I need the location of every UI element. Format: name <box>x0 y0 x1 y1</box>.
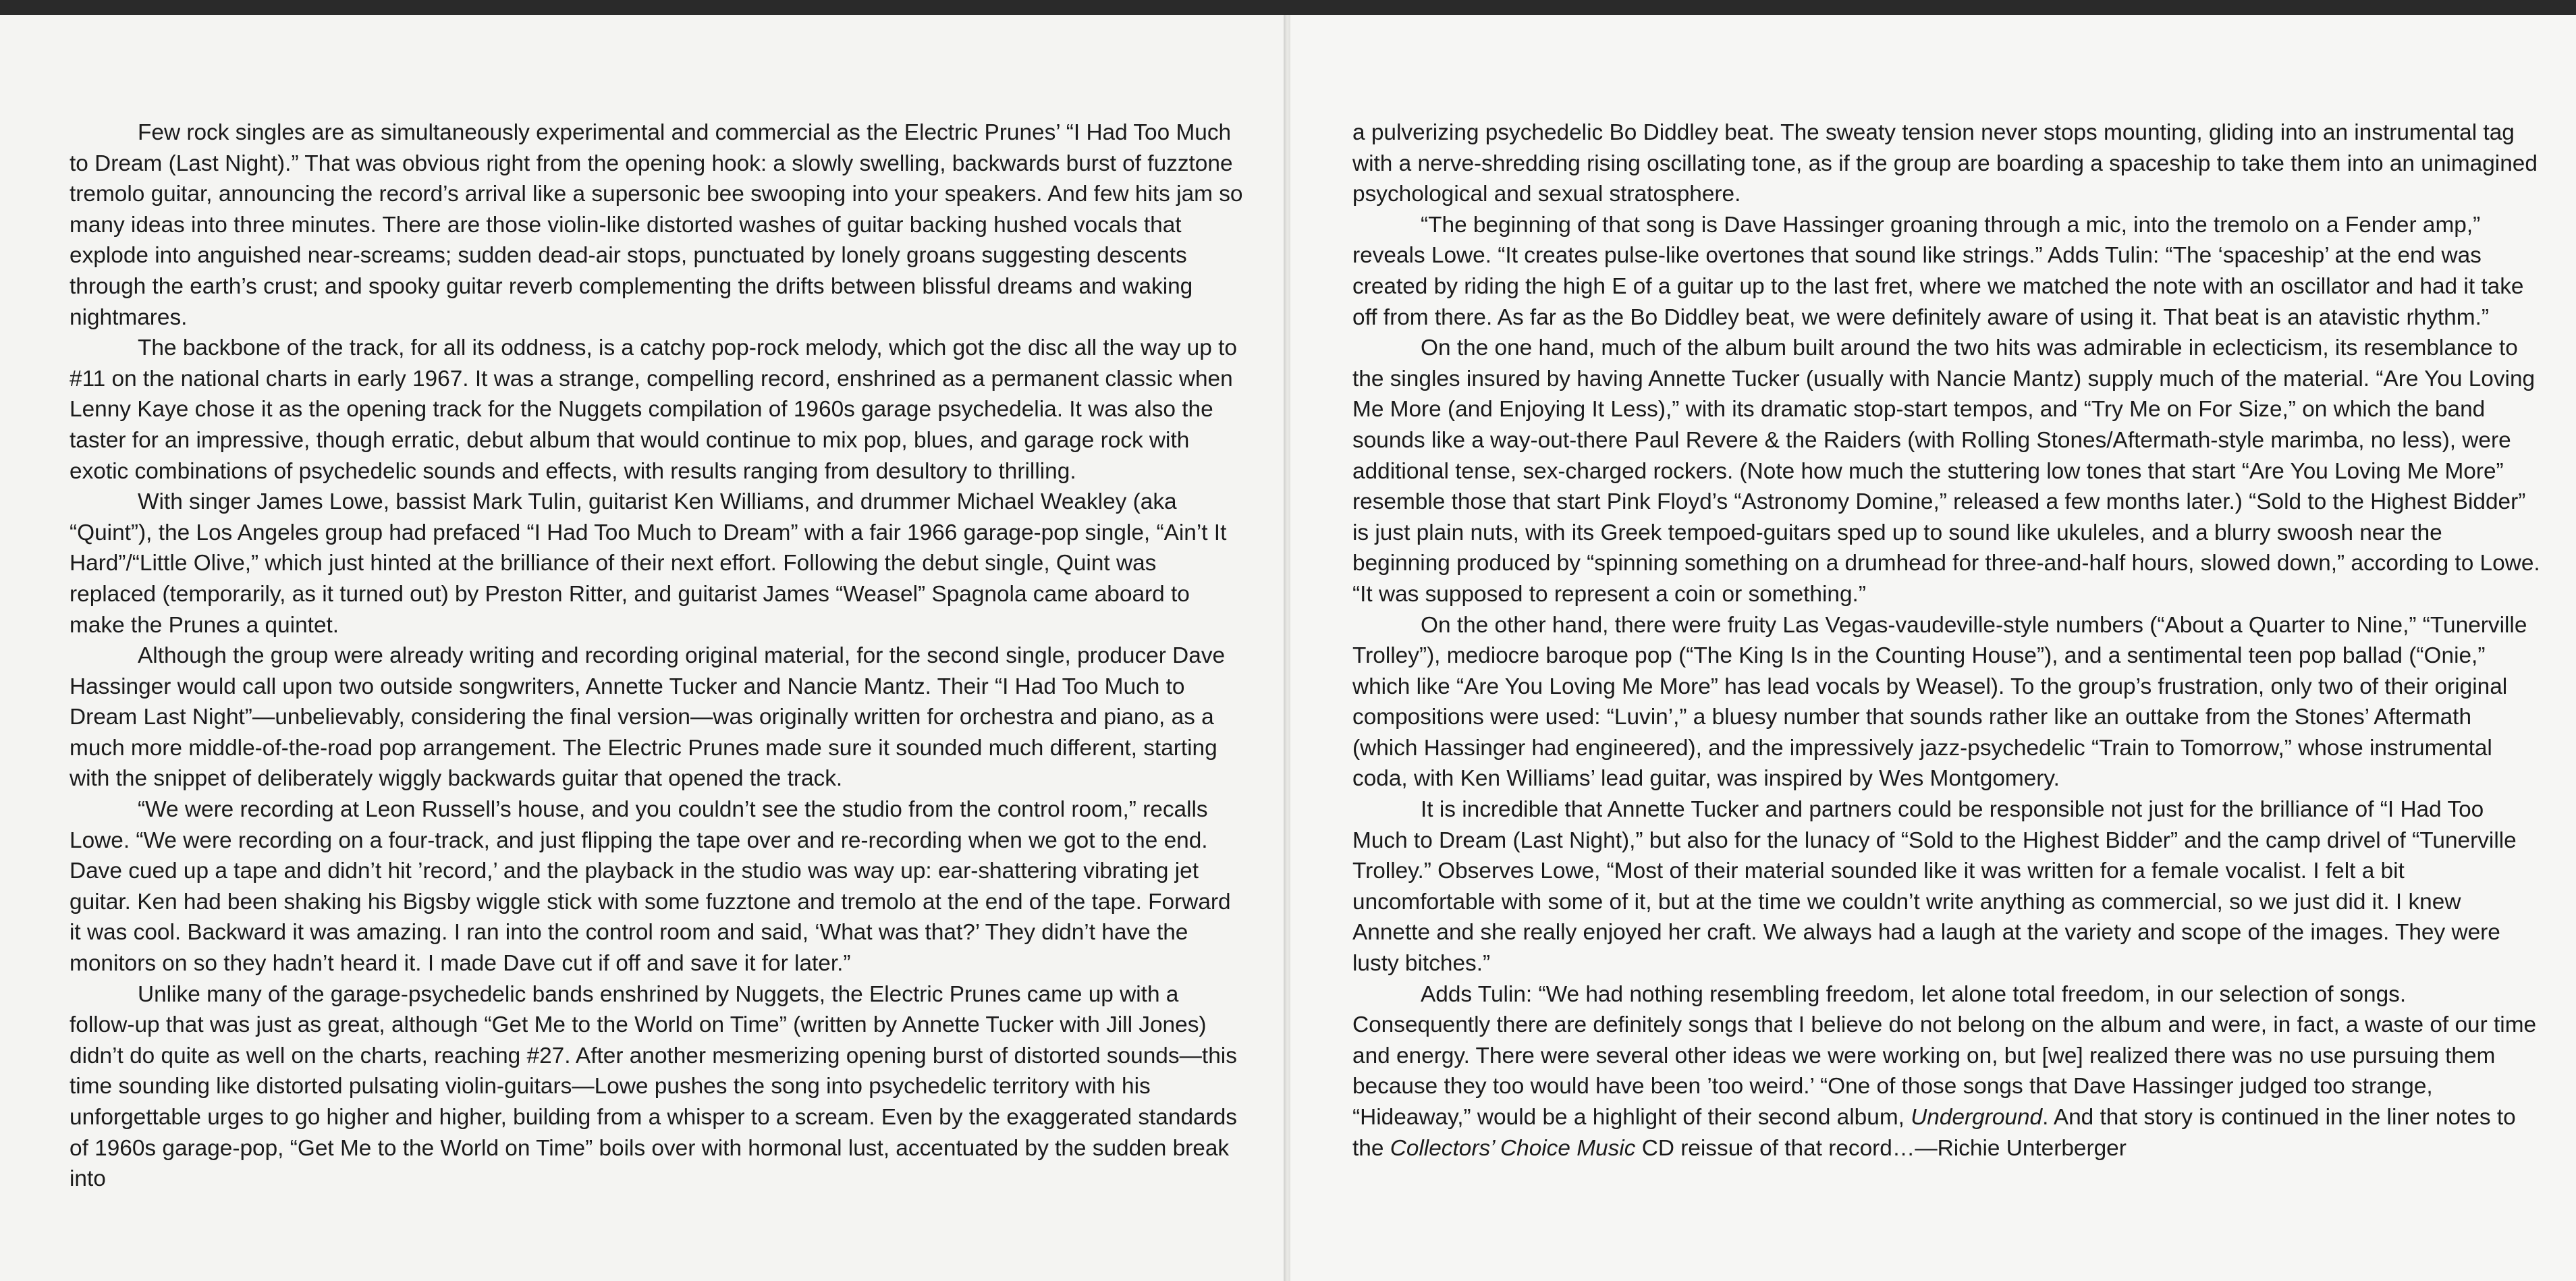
album-title-italic: Underground <box>1911 1105 2043 1130</box>
paragraph: “The beginning of that song is Dave Hassinger groaning through a mic, into the tremolo on a Fender amp,” reveals Lowe. “It creates pulse-like overtones that sound like strings.” Adds Tulin: “The ‘spaceship’ at the end was created by riding the high E of a guitar up to the last fret, where we matched the note with an oscillator and had it take off from there. As far as the Bo Diddley beat, we were definitely aware of using it. That beat is an atavistic rhythm.” <box>1352 212 2524 330</box>
continued-paragraph: a pulverizing psychedelic Bo Diddley beat. The sweaty tension never stops mounting, gliding into an instrumental tag with a nerve-shredding rising oscillating tone, as if the group are boarding a spaceship to take them into an unimagined psychological and sexual stratosphere. <box>1352 120 2538 207</box>
final-text-part: Adds Tulin: “We had nothing resembling freedom, let alone total freedom, in our selection of songs. Consequently there are definitely songs that I believe do not belong on the album and were, in fact, a waste of our time and energy. There were several other ideas we were working on, but [we] realized there was no use pursuing them because they too would have been ’too weird.’ “One of those songs that Dave Hassinger judged too strange, “Hideaway,” would be a highlight of their second album, <box>1352 981 2537 1130</box>
right-page-text <box>1352 117 2540 1164</box>
paragraph: With singer James Lowe, bassist Mark Tulin, guitarist Ken Williams, and drummer Michael Weakley (aka “Quint”), the Los Angeles group had prefaced “I Had Too Much to Dream” with a fair 1966 garage-pop single, “Ain’t It Hard”/“Little Olive,” which just hinted at the brilliance of their next effort. Following the debut single, Quint was replaced (temporarily, as it turned out) by Preston Ritter, and guitarist James “Weasel” Spagnola came aboard to make the Prunes a quintet. <box>70 489 1227 638</box>
paragraph: It is incredible that Annette Tucker and partners could be responsible not just for the brilliance of “I Had Too Much to Dream (Last Night),” but also for the lunacy of “Sold to the Highest Bidder” and the camp drivel of “Tunerville Trolley.” Observes Lowe, “Most of their material sounded like it was written for a female vocalist. I felt a bit uncomfortable with some of it, but at the time we couldn’t write anything as commercial, so we just did it. I knew Annette and she really enjoyed her craft. We always had a laugh at the variety and scope of the images. They were lusty bitches.” <box>1352 797 2517 977</box>
paragraph: Unlike many of the garage-psychedelic bands enshrined by Nuggets, the Electric Prunes came up with a follow-up that was just as great, although “Get Me to the World on Time” (written by Annette Tucker with Jill Jones) didn’t do quite as well on the charts, reaching #27. After another mesmerizing opening burst of distorted sounds—this time sounding like distorted pulsating violin-guitars—Lowe pushes the song into psychedelic territory with his unforgettable urges to go higher and higher, building from a whisper to a scream. Even by the exaggerated standards of 1960s garage-pop, “Get Me to the World on Time” boils over with hormonal lust, accentuated by the sudden break into <box>70 981 1237 1192</box>
paragraph: Although the group were already writing and recording original material, for the second single, producer Dave Hassinger would call upon two outside songwriters, Annette Tucker and Nancie Mantz. Their “I Had Too Much to Dream Last Night”—unbelievably, considering the final version—was originally written for orchestra and piano, as a much more middle-of-the-road pop arrangement. The Electric Prunes made sure it sounded much different, starting with the snippet of deliberately wiggly backwards guitar that opened the track. <box>70 643 1226 792</box>
paragraph: “We were recording at Leon Russell’s house, and you couldn’t see the studio from the control room,” recalls Lowe. “We were recording on a four-track, and just flipping the tape over and re-recording when we got to the end. Dave cued up a tape and didn’t hit ’record,’ and the playback in the studio was way up: ear-shattering vibrating jet guitar. Ken had been shaking his Bigsby wiggle stick with some fuzztone and tremolo at the end of the tape. Forward it was cool. Backward it was amazing. I ran into the control room and said, ‘What was that?’ They didn’t have the monitors on so they hadn’t heard it. I made Dave cut if off and save it for later.” <box>70 797 1231 977</box>
paragraph: On the other hand, there were fruity Las Vegas-vaudeville-style numbers (“About a Quarter to Nine,” “Tunerville Trolley”), mediocre baroque pop (“The King Is in the Counting House”), and a sentimental teen pop ballad (“Onie,” which like “Are You Loving Me More” has lead vocals by Weasel). To the group’s frustration, only two of their original compositions were used: “Luvin’,” a bluesy number that sounds rather like an outtake from the Stones’ Aftermath (which Hassinger had engineered), and the impressively jazz-psychedelic “Train to Tomorrow,” whose instrumental coda, with Ken Williams’ lead guitar, was inspired by Wes Montgomery. <box>1352 612 2527 792</box>
label-name-italic: Collectors’ Choice Music <box>1390 1135 1636 1161</box>
final-paragraph <box>1352 979 2540 1164</box>
left-page-text <box>70 117 1244 1195</box>
final-text-part: CD reissue of that record…—Richie Unterberger <box>1635 1135 2127 1161</box>
right-page <box>1290 15 2576 1281</box>
final-text-part: . And that story is continued in the liner notes to the <box>1352 1105 2516 1161</box>
paragraph: Few rock singles are as simultaneously experimental and commercial as the Electric Prunes’ “I Had Too Much to Dream (Last Night).” That was obvious right from the opening hook: a slowly swelling, backwards burst of fuzztone tremolo guitar, announcing the record’s arrival like a supersonic bee swooping into your speakers. And few hits jam so many ideas into three minutes. There are those violin-like distorted washes of guitar backing hushed vocals that explode into anguished near-screams; sudden dead-air stops, punctuated by lonely groans suggesting descents through the earth’s crust; and spooky guitar reverb complementing the drifts between blissful dreams and waking nightmares. <box>70 120 1243 330</box>
left-page <box>0 15 1286 1281</box>
paragraph: The backbone of the track, for all its oddness, is a catchy pop-rock melody, which got the disc all the way up to #11 on the national charts in early 1967. It was a strange, compelling record, enshrined as a permanent classic when Lenny Kaye chose it as the opening track for the Nuggets compilation of 1960s garage psychedelia. It was also the taster for an impressive, though erratic, debut album that would continue to mix pop, blues, and garage rock with exotic combinations of psychedelic sounds and effects, with results ranging from desultory to thrilling. <box>70 335 1237 484</box>
paragraph: On the one hand, much of the album built around the two hits was admirable in eclecticism, its resemblance to the singles insured by having Annette Tucker (usually with Nancie Mantz) supply much of the material. “Are You Loving Me More (and Enjoying It Less),” with its dramatic stop-start tempos, and “Try Me on For Size,” on which the band sounds like a way-out-there Paul Revere & the Raiders (with Rolling Stones/Aftermath-style marimba, no less), were additional tense, sex-charged rockers. (Note how much the stuttering low tones that start “Are You Loving Me More” resemble those that start Pink Floyd’s “Astronomy Domine,” released a few months later.) “Sold to the Highest Bidder” is just plain nuts, with its Greek tempoed-guitars sped up to sound like ukuleles, and a blurry swoosh near the beginning produced by “spinning something on a drumhead for three-and-half hours, slowed down,” according to Lowe. “It was supposed to represent a coin or something.” <box>1352 335 2540 607</box>
